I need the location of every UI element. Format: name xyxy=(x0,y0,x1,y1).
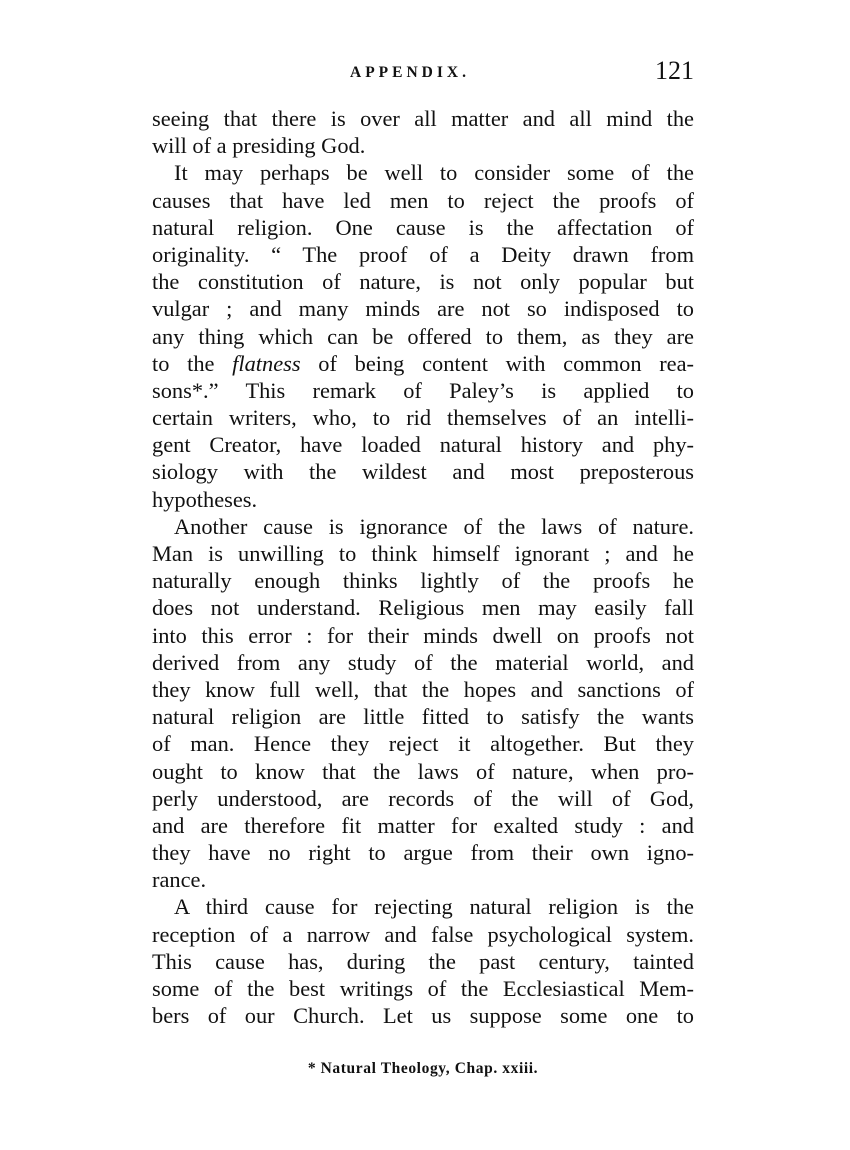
text-line: rance. xyxy=(152,867,207,893)
body-text xyxy=(152,105,694,1029)
text-line: It may perhaps be well to consider some of the xyxy=(174,160,694,186)
text-line: of man. Hence they reject it altogether. But they xyxy=(152,731,694,757)
text-line: Man is unwilling to think himself ignorant ; and he xyxy=(152,541,694,566)
text-line: seeing that there is over all matter and all mind the xyxy=(152,106,694,131)
text-line: does not understand. Religious men may easily fall xyxy=(152,595,694,621)
text-line: some of the best writings of the Ecclesiastical Mem- xyxy=(152,976,694,1001)
text-line: Another cause is ignorance of the laws of nature. xyxy=(174,513,694,539)
text-line: derived from any study of the material world, and xyxy=(152,649,694,675)
text-line: vulgar ; and many minds are not so indisposed to xyxy=(152,296,694,322)
text-line: natural religion. One cause is the affectation of xyxy=(152,214,694,240)
text-line: causes that have led men to reject the proofs of xyxy=(152,187,694,213)
text-line: natural religion are little fitted to satisfy the wants xyxy=(152,704,694,730)
text-line: hypotheses. xyxy=(152,486,258,512)
text-line: naturally enough thinks lightly of the proofs he xyxy=(152,568,694,594)
running-title: APPENDIX. xyxy=(350,64,470,81)
text-line: originality. “ The proof of a Deity drawn from xyxy=(152,241,694,267)
text-line: they know full well, that the hopes and sanctions of xyxy=(152,676,694,702)
text-line: ought to know that the laws of nature, when pro- xyxy=(152,758,694,784)
text-line: sons*.” This remark of Paley’s is applied to xyxy=(152,377,694,403)
text-line: into this error : for their minds dwell on proofs not xyxy=(152,622,694,648)
footnote: * Natural Theology, Chap. xxiii. xyxy=(307,1060,539,1077)
text-line: A third cause for rejecting natural religion is the xyxy=(174,894,694,920)
text-line: bers of our Church. Let us suppose some one to xyxy=(152,1003,694,1029)
text-line: the constitution of nature, is not only popular but xyxy=(152,269,694,295)
page-number: 121 xyxy=(655,56,694,85)
text-line: certain writers, who, to rid themselves of an intelli- xyxy=(152,405,694,431)
text-line: to the flatness of being content with common rea- xyxy=(152,350,695,376)
text-line: will of a presiding God. xyxy=(152,133,366,159)
text-line: and are therefore fit matter for exalted study : and xyxy=(152,812,694,838)
text-line: any thing which can be offered to them, as they are xyxy=(152,323,694,349)
text-line: This cause has, during the past century, tainted xyxy=(152,948,694,974)
running-head xyxy=(152,56,694,92)
text-line: gent Creator, have loaded natural history and phy- xyxy=(152,432,694,458)
text-line: they have no right to argue from their own igno- xyxy=(152,840,694,866)
text-line: siology with the wildest and most preposterous xyxy=(152,459,694,485)
text-line: reception of a narrow and false psychological system. xyxy=(152,921,694,947)
text-line: perly understood, are records of the will of God, xyxy=(152,785,694,811)
